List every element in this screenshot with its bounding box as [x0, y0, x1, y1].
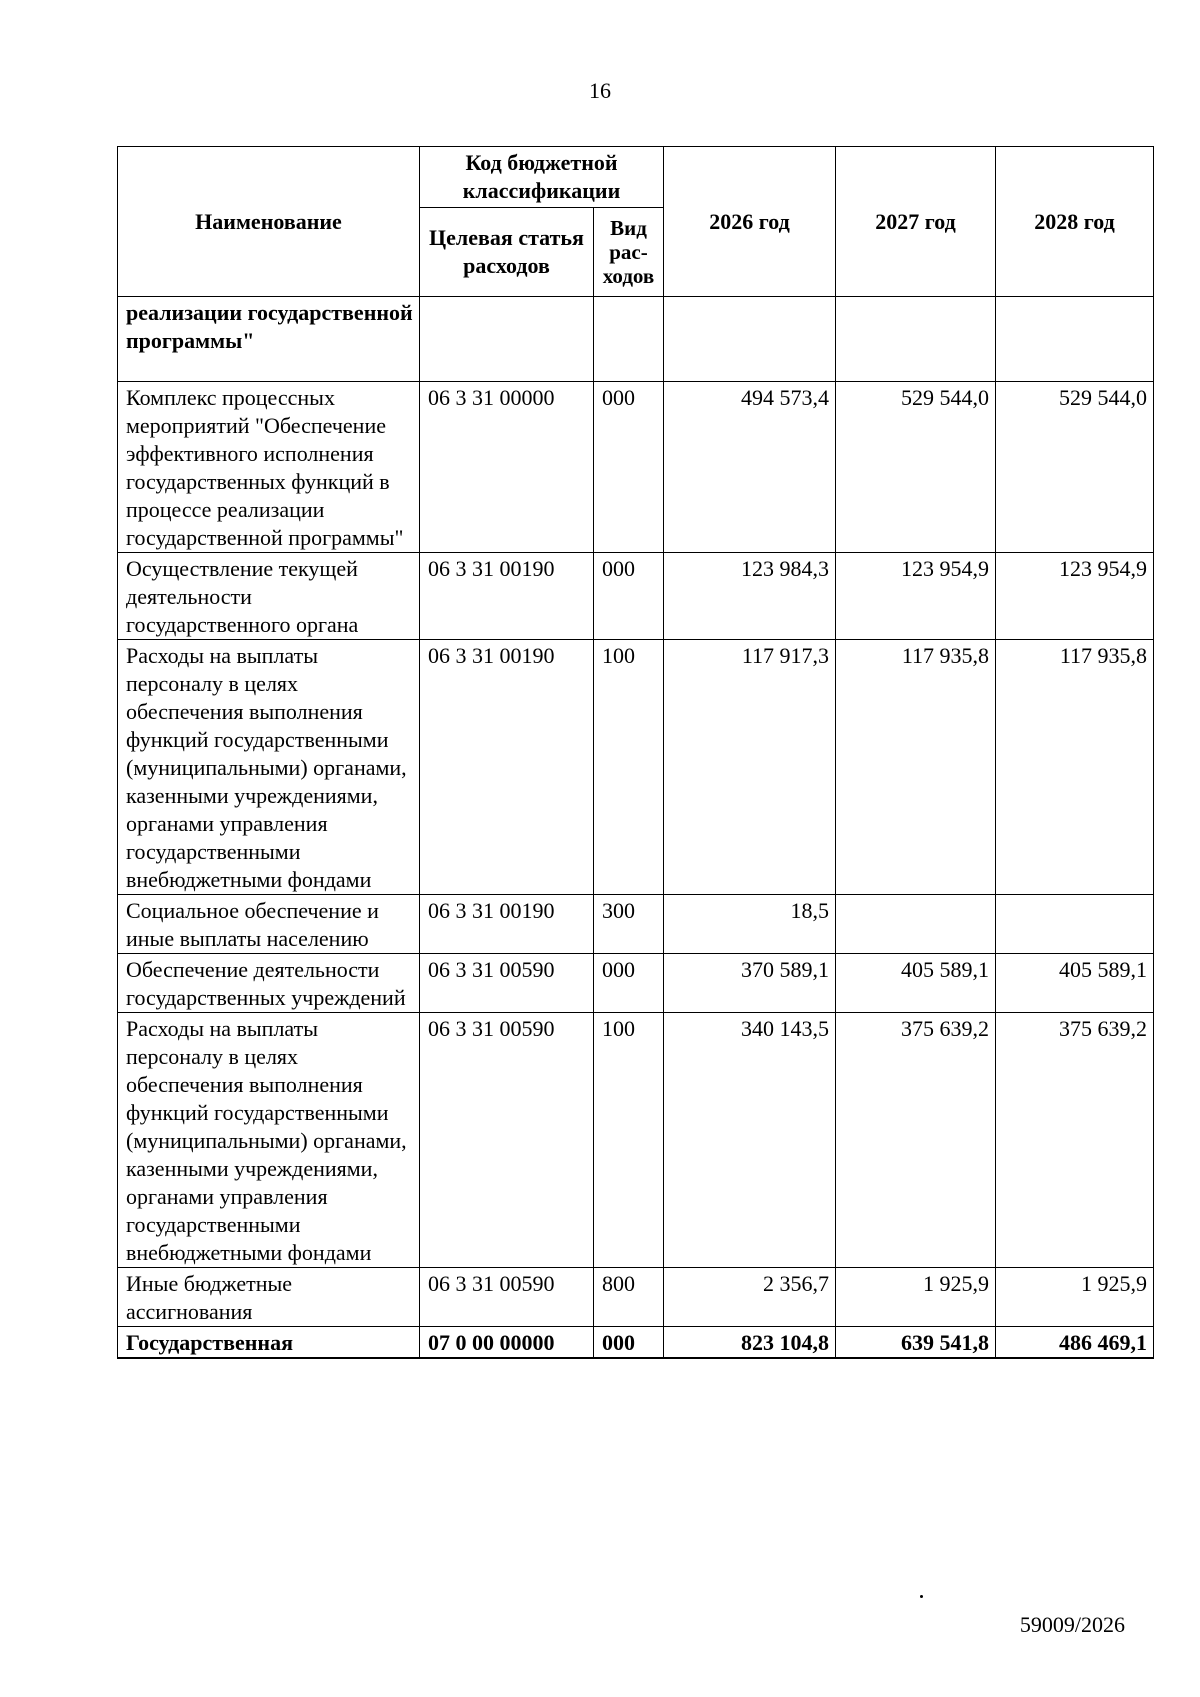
cell-name: Расходы на выплаты персоналу в целях обеспечения выполнения функций государственными (муниципальными) органами, казенными учреждениями, органами управления государственными внебюджетными фондами — [118, 1013, 420, 1268]
cell-code: 06 3 31 00190 — [420, 895, 594, 954]
cell-code: 06 3 31 00000 — [420, 382, 594, 553]
cell-kind: 800 — [594, 1268, 664, 1327]
cell-2026: 117 917,3 — [664, 640, 836, 895]
cell-2027: 123 954,9 — [836, 553, 996, 640]
table-header-row — [118, 147, 1154, 208]
cell-kind: 300 — [594, 895, 664, 954]
cell-2028 — [996, 297, 1154, 382]
cell-2028: 529 544,0 — [996, 382, 1154, 553]
cell-name: Социальное обеспечение и иные выплаты населению — [118, 895, 420, 954]
table-row — [118, 297, 1154, 382]
table-row — [118, 640, 1154, 895]
table-row — [118, 1327, 1154, 1359]
cell-2026: 340 143,5 — [664, 1013, 836, 1268]
table-row — [118, 1013, 1154, 1268]
cell-2027: 1 925,9 — [836, 1268, 996, 1327]
cell-kind: 000 — [594, 382, 664, 553]
cell-2027: 639 541,8 — [836, 1327, 996, 1359]
cell-code: 07 0 00 00000 — [420, 1327, 594, 1359]
table-row — [118, 1268, 1154, 1327]
scan-speck — [920, 1595, 923, 1598]
table-row — [118, 553, 1154, 640]
page-number: 16 — [589, 78, 611, 103]
cell-2026: 370 589,1 — [664, 954, 836, 1013]
cell-kind — [594, 297, 664, 382]
header-2027: 2027 год — [836, 147, 996, 297]
cell-name: Осуществление текущей деятельности государственного органа — [118, 553, 420, 640]
cell-2027: 529 544,0 — [836, 382, 996, 553]
header-expense-type: Вид рас-ходов — [594, 208, 664, 297]
cell-name: Обеспечение деятельности государственных учреждений — [118, 954, 420, 1013]
table-row — [118, 382, 1154, 553]
cell-2028: 1 925,9 — [996, 1268, 1154, 1327]
header-code-group: Код бюджетной классификации — [420, 147, 664, 208]
cell-code: 06 3 31 00590 — [420, 954, 594, 1013]
header-name: Наименование — [118, 147, 420, 297]
cell-kind: 000 — [594, 1327, 664, 1359]
cell-name: Комплекс процессных мероприятий "Обеспечение эффективного исполнения государственных функций в процессе реализации государственной программы" — [118, 382, 420, 553]
cell-2026: 18,5 — [664, 895, 836, 954]
cell-2026: 2 356,7 — [664, 1268, 836, 1327]
cell-code: 06 3 31 00590 — [420, 1013, 594, 1268]
cell-code: 06 3 31 00590 — [420, 1268, 594, 1327]
cell-2026: 123 984,3 — [664, 553, 836, 640]
document-number: 59009/2026 — [1019, 1612, 1125, 1637]
cell-2027: 117 935,8 — [836, 640, 996, 895]
cell-name: Расходы на выплаты персоналу в целях обеспечения выполнения функций государственными (муниципальными) органами, казенными учреждениями, органами управления государственными внебюджетными фондами — [118, 640, 420, 895]
cell-kind: 100 — [594, 640, 664, 895]
cell-2028 — [996, 895, 1154, 954]
header-target-article: Целевая статья расходов — [420, 208, 594, 297]
cell-2026 — [664, 297, 836, 382]
cell-kind: 000 — [594, 553, 664, 640]
cell-name: реализации государственной программы" — [118, 297, 420, 382]
cell-2027 — [836, 297, 996, 382]
cell-2028: 375 639,2 — [996, 1013, 1154, 1268]
cell-2028: 123 954,9 — [996, 553, 1154, 640]
cell-code: 06 3 31 00190 — [420, 553, 594, 640]
cell-2028: 405 589,1 — [996, 954, 1154, 1013]
header-2028: 2028 год — [996, 147, 1154, 297]
cell-kind: 100 — [594, 1013, 664, 1268]
cell-code: 06 3 31 00190 — [420, 640, 594, 895]
cell-kind: 000 — [594, 954, 664, 1013]
cell-2027 — [836, 895, 996, 954]
budget-table — [117, 146, 1154, 1359]
cell-name: Иные бюджетные ассигнования — [118, 1268, 420, 1327]
header-2026: 2026 год — [664, 147, 836, 297]
cell-name: Государственная — [118, 1327, 420, 1359]
cell-2026: 823 104,8 — [664, 1327, 836, 1359]
cell-2028: 117 935,8 — [996, 640, 1154, 895]
table-row — [118, 954, 1154, 1013]
cell-code — [420, 297, 594, 382]
cell-2027: 405 589,1 — [836, 954, 996, 1013]
cell-2026: 494 573,4 — [664, 382, 836, 553]
cell-2028: 486 469,1 — [996, 1327, 1154, 1359]
table-row — [118, 895, 1154, 954]
cell-2027: 375 639,2 — [836, 1013, 996, 1268]
